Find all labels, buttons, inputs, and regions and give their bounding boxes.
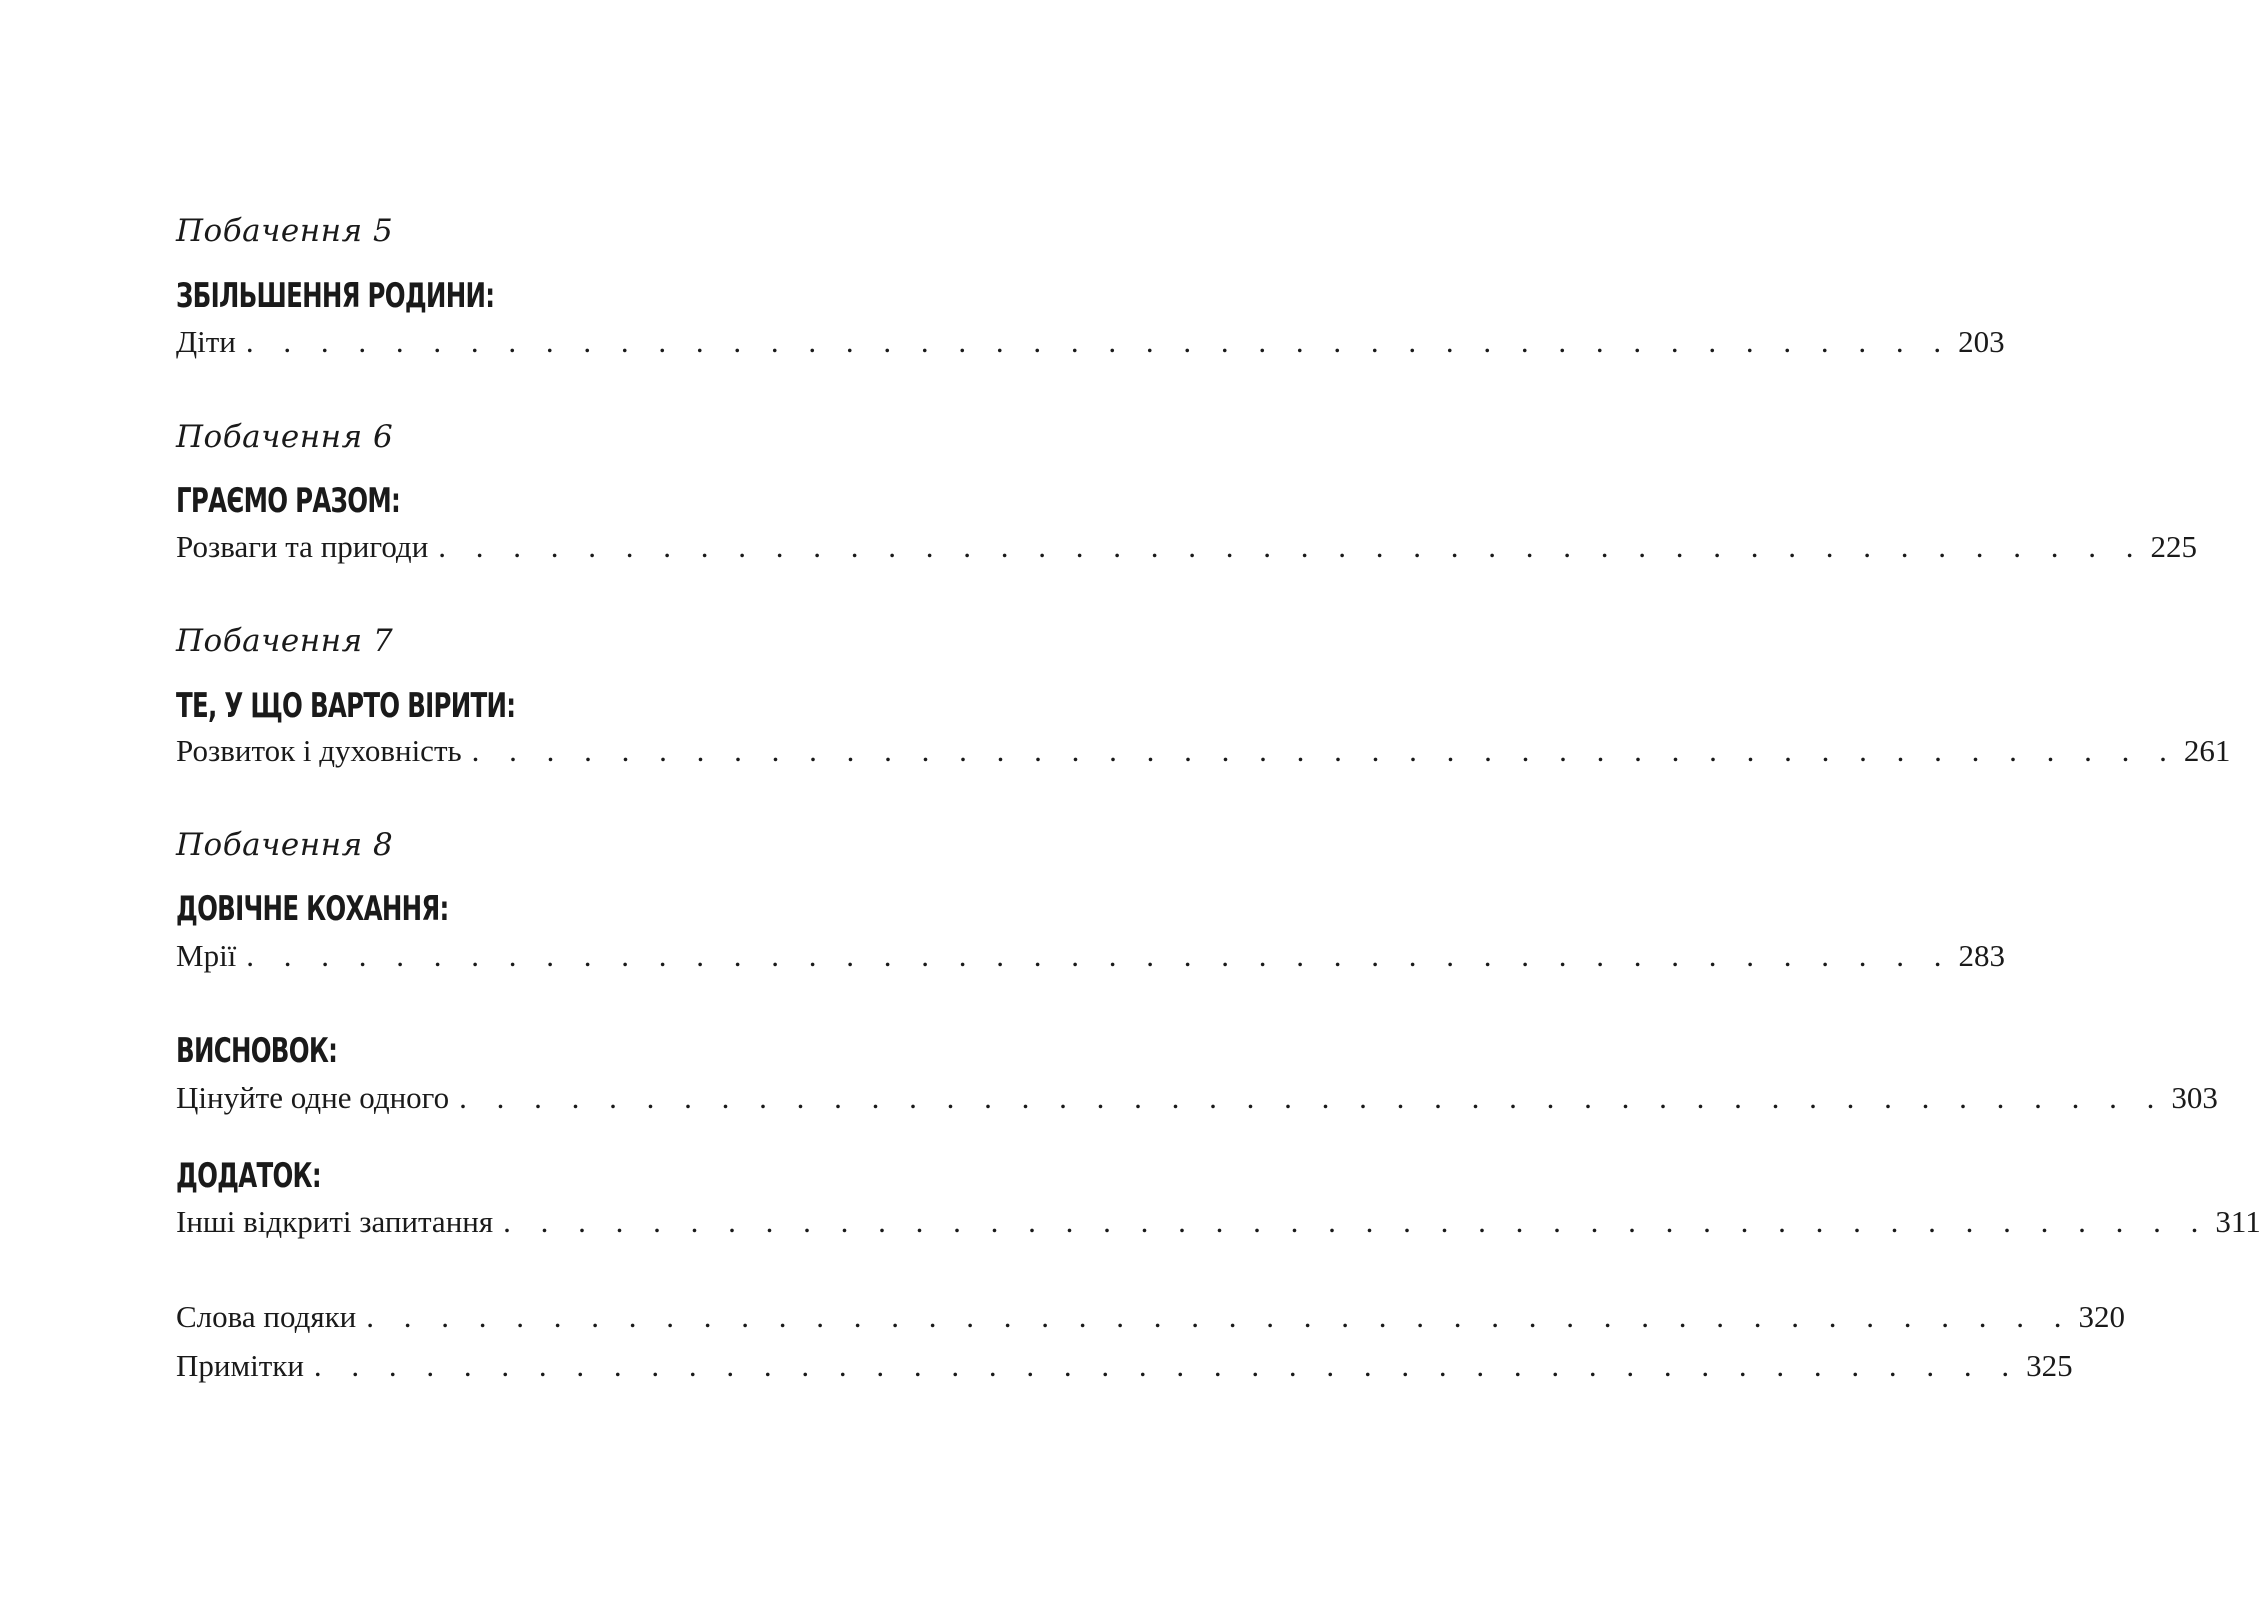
dot-leader: . . . . . . . . . . . . . . . . . . . . . . . . . . . . . . . . . . . . . . . . . . . . . . [459, 1080, 2166, 1115]
toc-entry-acknowledgements[interactable] [176, 1297, 2126, 1337]
toc-entry-page: 283 [1958, 938, 2006, 973]
dot-leader: . . . . . . . . . . . . . . . . . . . . . . . . . . . . . . . . . . . . . . . . . . . . . . [366, 1299, 2073, 1334]
toc-entry-page: 303 [2171, 1080, 2218, 1115]
toc-entry-title: Інші відкриті запитання [176, 1204, 494, 1239]
date-label-8: Побачення 8 [176, 827, 394, 863]
toc-entry-children[interactable] [176, 322, 2005, 362]
dot-leader: . . . . . . . . . . . . . . . . . . . . . . . . . . . . . . . . . . . . . . . . . . . . . . [503, 1204, 2210, 1239]
dot-leader: . . . . . . . . . . . . . . . . . . . . . . . . . . . . . . . . . . . . . . . . . . . . . . [246, 938, 1953, 973]
dot-leader: . . . . . . . . . . . . . . . . . . . . . . . . . . . . . . . . . . . . . . . . . . . . . . [245, 324, 1953, 359]
toc-entry-other-open-questions[interactable] [176, 1202, 2261, 1242]
toc-entry-fun-and-adventures[interactable] [176, 527, 2198, 567]
toc-entry-notes[interactable] [176, 1346, 2073, 1386]
toc-entry-title: Слова подяки [176, 1299, 357, 1334]
appendix-heading: ДОДАТОК: [176, 1156, 321, 1196]
dot-leader: . . . . . . . . . . . . . . . . . . . . . . . . . . . . . . . . . . . . . . . . . . . . . . [471, 733, 2178, 768]
date-label-6: Побачення 6 [176, 419, 394, 455]
toc-entry-title: Примітки [176, 1348, 304, 1383]
toc-entry-page: 225 [2150, 529, 2198, 564]
toc-entry-title: Цінуйте одне одного [176, 1080, 450, 1115]
toc-entry-page: 311 [2215, 1204, 2261, 1239]
dot-leader: . . . . . . . . . . . . . . . . . . . . . . . . . . . . . . . . . . . . . . . . . . . . . . [313, 1348, 2021, 1383]
toc-entry-page: 203 [1958, 324, 2005, 359]
toc-entry-dreams[interactable] [176, 936, 2006, 976]
toc-entry-page: 320 [2078, 1299, 2126, 1334]
toc-entry-title: Розвиток і духовність [176, 733, 462, 768]
section-heading-8: ДОВІЧНЕ КОХАННЯ: [176, 889, 449, 929]
toc-entry-title: Розваги та пригоди [176, 529, 429, 564]
toc-entry-title: Діти [176, 324, 236, 359]
section-heading-6: ГРАЄМО РАЗОМ: [176, 481, 401, 521]
toc-entry-page: 261 [2183, 733, 2231, 768]
section-heading-7: ТЕ, У ЩО ВАРТО ВІРИТИ: [176, 686, 516, 726]
toc-entry-title: Мрії [176, 938, 237, 973]
section-heading-5: ЗБІЛЬШЕННЯ РОДИНИ: [176, 276, 495, 316]
toc-entry-cherish-each-other[interactable] [176, 1078, 2218, 1118]
date-label-5: Побачення 5 [176, 213, 394, 249]
conclusion-heading: ВИСНОВОК: [176, 1031, 338, 1071]
date-label-7: Побачення 7 [176, 623, 394, 659]
toc-entry-page: 325 [2026, 1348, 2073, 1383]
dot-leader: . . . . . . . . . . . . . . . . . . . . . . . . . . . . . . . . . . . . . . . . . . . . . . [438, 529, 2145, 564]
toc-entry-growth-and-spirituality[interactable] [176, 731, 2231, 771]
